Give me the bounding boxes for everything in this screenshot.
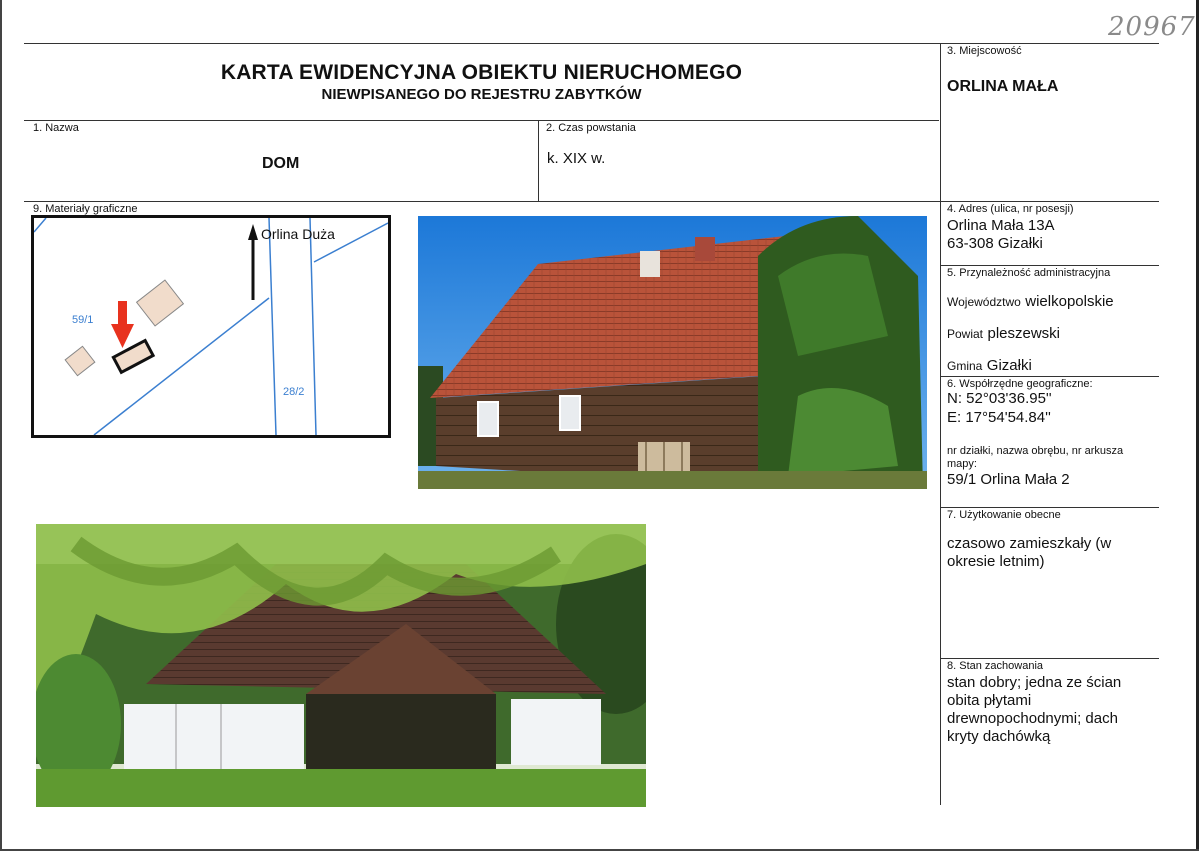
grid-line-6-bottom (940, 507, 1159, 508)
grid-line-right-column (940, 43, 941, 805)
coordinates-label: 6. Współrzędne geograficzne: (947, 378, 1093, 390)
usage-line2: okresie letnim) (947, 553, 1045, 570)
commune-label: Gmina (947, 359, 983, 373)
locality-label: 3. Miejscowość (947, 45, 1022, 57)
commune-row (947, 357, 1032, 375)
locality-value: ORLINA MAŁA (947, 78, 1059, 95)
usage-label: 7. Użytkowanie obecne (947, 509, 1061, 521)
graphics-label: 9. Materiały graficzne (33, 203, 138, 215)
county-value: pleszewski (987, 325, 1061, 342)
condition-line4: kryty dachówką (947, 728, 1051, 745)
handwritten-number: 20967 (1108, 12, 1196, 42)
photo-house-front (418, 216, 927, 489)
grid-line-top (24, 43, 1159, 44)
date-value: k. XIX w. (547, 150, 606, 167)
condition-line1: stan dobry; jedna ze ścian (947, 674, 1122, 691)
admin-label: 5. Przynależność administracyjna (947, 267, 1111, 279)
map-target-building (113, 340, 153, 372)
name-value: DOM (262, 155, 300, 172)
address-label: 4. Adres (ulica, nr posesji) (947, 203, 1074, 215)
map-building (65, 346, 95, 375)
condition-label: 8. Stan zachowania (947, 660, 1044, 672)
map-building (137, 280, 184, 326)
map-north-arrow (248, 224, 258, 300)
map-place-label: Orlina Duża (261, 226, 335, 242)
map-line (34, 218, 46, 232)
grid-line-4-bottom (940, 265, 1159, 266)
condition-line3: drewnopochodnymi; dach (947, 710, 1118, 727)
card-subtitle: NIEWPISANEGO DO REJESTRU ZABYTKÓW (321, 86, 642, 103)
commune-value: Gizałki (986, 357, 1032, 374)
card-title: KARTA EWIDENCYJNA OBIEKTU NIERUCHOMEGO (220, 61, 743, 84)
condition-line2: obita płytami (947, 692, 1032, 709)
map-road-line (310, 218, 316, 435)
map-parcel-b: 28/2 (283, 386, 305, 398)
map-road-line (269, 218, 276, 435)
coordinates-e: E: 17°54'54.84'' (947, 409, 1051, 426)
grid-line-row1-bottom (24, 201, 1159, 202)
parcel-label-1: nr działki, nazwa obrębu, nr arkusza (947, 445, 1124, 457)
location-map (31, 215, 391, 438)
name-label: 1. Nazwa (33, 122, 79, 134)
parcel-value: 59/1 Orlina Mała 2 (947, 471, 1070, 488)
voivodeship-value: wielkopolskie (1025, 293, 1114, 310)
county-row (947, 325, 1060, 343)
address-line1: Orlina Mała 13A (947, 217, 1055, 234)
grid-line-5-bottom (940, 376, 1159, 377)
date-label: 2. Czas powstania (546, 122, 636, 134)
grid-line-name-divider (538, 120, 539, 201)
grid-line-7-bottom (940, 658, 1159, 659)
map-parcel-a: 59/1 (72, 314, 94, 326)
voivodeship-label: Województwo (947, 295, 1021, 309)
voivodeship-row (947, 293, 1114, 311)
grid-line-header-bottom (24, 120, 939, 121)
coordinates-n: N: 52°03'36.95'' (947, 390, 1052, 407)
photo-outbuilding (36, 524, 646, 807)
map-drawing (34, 218, 388, 435)
parcel-label-2: mapy: (947, 458, 977, 470)
map-red-arrow (111, 301, 134, 348)
county-label: Powiat (947, 327, 984, 341)
address-line2: 63-308 Gizałki (947, 235, 1043, 252)
sheet-border-left (0, 0, 2, 851)
usage-line1: czasowo zamieszkały (w (947, 535, 1112, 552)
